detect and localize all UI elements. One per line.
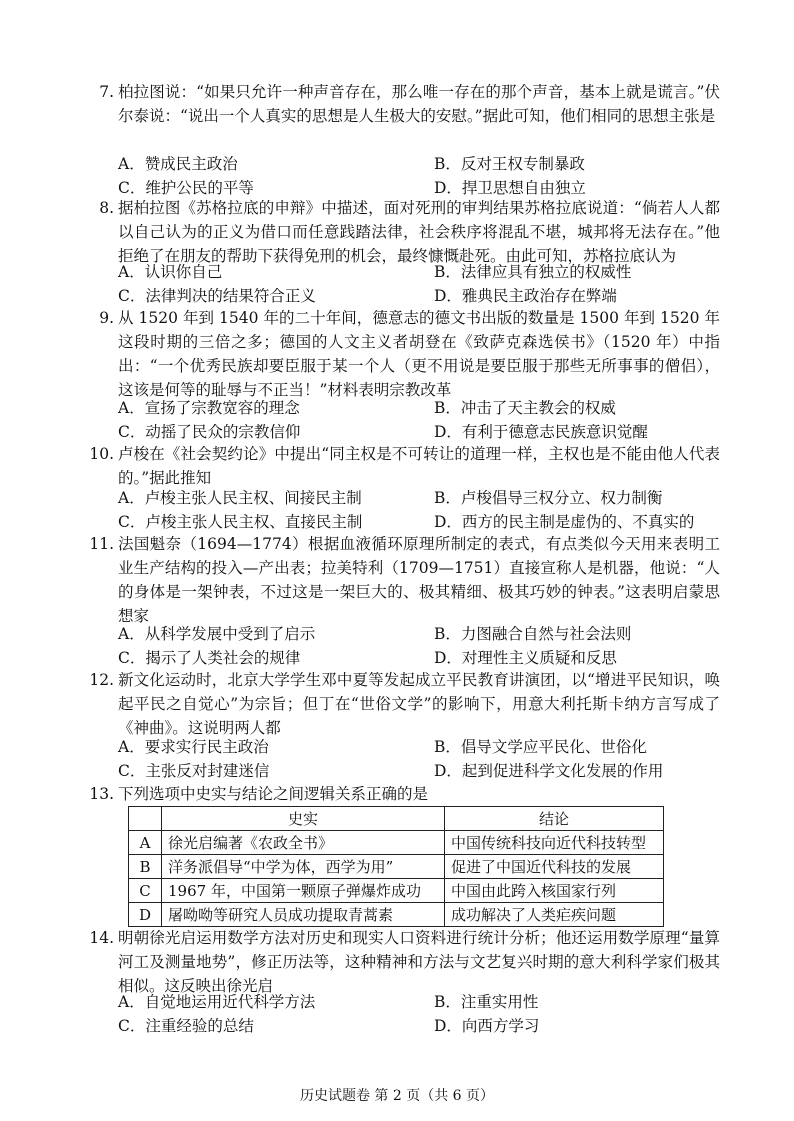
table-row[interactable]	[129, 855, 664, 879]
option-d[interactable]: D．对理性主义质疑和反思	[434, 649, 617, 667]
option-b[interactable]: B．冲击了天主教会的权威	[434, 399, 616, 417]
table-header-cell: 结论	[445, 807, 664, 831]
option-c[interactable]: C．法律判决的结果符合正义	[118, 287, 316, 305]
option-a[interactable]: A．要求实行民主政治	[118, 738, 269, 756]
question-11	[80, 532, 720, 628]
table-row[interactable]	[129, 879, 664, 903]
question-stem: 新文化运动时，北京大学学生邓中夏等发起成立平民教育讲演团，以“增进平民知识，唤起平民之自觉心”为宗旨；但丁在“世俗文学”的影响下，用意大利托斯卡纳方言写成了《神曲》。这说明两人都	[118, 671, 720, 737]
option-a[interactable]: A．宣扬了宗教宽容的理念	[118, 399, 300, 417]
question-number: 10.	[89, 445, 114, 463]
options-12	[118, 735, 718, 783]
question-stem: 柏拉图说：“如果只允许一种声音存在，那么唯一存在的那个声音，基本上就是谎言。”伏尔泰说：“说出一个人真实的思想是人生极大的安慰。”据此可知，他们相同的思想主张是	[118, 83, 720, 125]
option-a[interactable]: A．从科学发展中受到了启示	[118, 625, 316, 643]
options-10	[118, 486, 718, 534]
question-stem: 明朝徐光启运用数学方法对历史和现实人口资料进行统计分析；他还运用数学原理“量算河工及测量地势”，修正历法等，这种精神和方法与文艺复兴时期的意大利科学家们极其相似。这反映出徐光启	[118, 929, 720, 995]
option-c[interactable]: C．注重经验的总结	[118, 1017, 254, 1035]
option-b[interactable]: B．法律应具有独立的权威性	[434, 263, 632, 281]
options-8	[118, 260, 718, 308]
table-row[interactable]	[129, 903, 664, 927]
table-cell-conclusion: 促进了中国近代科技的发展	[445, 855, 664, 879]
question-number: 11.	[89, 535, 114, 553]
table-cell-option: D	[129, 903, 162, 927]
table-header-row	[129, 807, 664, 831]
table-cell-conclusion: 中国传统科技向近代科技转型	[445, 831, 664, 855]
option-c[interactable]: C．卢梭主张人民主权、直接民主制	[118, 513, 363, 531]
table-cell-option: B	[129, 855, 162, 879]
option-b[interactable]: B．注重实用性	[434, 993, 539, 1011]
table-cell-conclusion: 成功解决了人类疟疾问题	[445, 903, 664, 927]
question-number: 14.	[89, 929, 114, 947]
table-cell-option: C	[129, 879, 162, 903]
option-c[interactable]: C．揭示了人类社会的规律	[118, 649, 301, 667]
option-d[interactable]: D．起到促进科学文化发展的作用	[434, 762, 664, 780]
question-stem: 据柏拉图《苏格拉底的申辩》中描述，面对死刑的审判结果苏格拉底说道：“倘若人人都以自己认为的正义为借口而任意践踏法律，社会秩序将混乱不堪，城邦将无法存在。”他拒绝了在朋友的帮助下获得免刑的机会，最终慷慨赴死。由此可知，苏格拉底认为	[118, 199, 720, 265]
question-number: 13.	[89, 785, 114, 803]
question-stem: 从 1520 年到 1540 年的二十年间，德意志的德文书出版的数量是 1500 年到 1520 年这段时期的三倍之多；德国的人文主义者胡登在《致萨克森选侯书》（1520 年）中指出：“一个优秀民族却要臣服于某一个人（更不用说是要臣服于那些无所事事的僧侣），这该是何等的耻辱与不正当！”材料表明宗教改革	[118, 309, 720, 399]
question-number: 12.	[89, 671, 114, 689]
options-9	[118, 396, 718, 444]
table-cell-fact: 洋务派倡导“中学为体，西学为用”	[162, 855, 445, 879]
table-cell-fact: 徐光启编著《农政全书》	[162, 831, 445, 855]
option-a[interactable]: A．认识你自己	[118, 263, 223, 281]
question-stem: 下列选项中史实与结论之间逻辑关系正确的是	[118, 785, 429, 803]
question-number: 8.	[99, 199, 114, 217]
option-b[interactable]: B．倡导文学应平民化、世俗化	[434, 738, 647, 756]
table-cell-option: A	[129, 831, 162, 855]
table-header-cell	[129, 807, 162, 831]
facts-conclusions-table	[128, 806, 664, 927]
option-c[interactable]: C．动摇了民众的宗教信仰	[118, 423, 301, 441]
question-stem: 卢梭在《社会契约论》中提出“同主权是不可转让的道理一样，主权也是不能由他人代表的。”据此推知	[118, 445, 720, 487]
options-14	[118, 990, 718, 1038]
question-8	[80, 196, 720, 268]
question-7	[80, 80, 720, 128]
page-footer: 历史试题卷 第 2 页（共 6 页）	[299, 1088, 495, 1104]
option-d[interactable]: D．西方的民主制是虚伪的、不真实的	[434, 513, 695, 531]
option-a[interactable]: A．自觉地运用近代科学方法	[118, 993, 316, 1011]
table-header-cell: 史实	[162, 807, 445, 831]
option-c[interactable]: C．维护公民的平等	[118, 179, 254, 197]
question-10	[80, 442, 720, 490]
table-cell-fact: 屠呦呦等研究人员成功提取青蒿素	[162, 903, 445, 927]
option-d[interactable]: D．向西方学习	[434, 1017, 540, 1035]
option-a[interactable]: A．赞成民主政治	[118, 155, 238, 173]
option-a[interactable]: A．卢梭主张人民主权、间接民主制	[118, 489, 362, 507]
option-b[interactable]: B．力图融合自然与社会法则	[434, 625, 632, 643]
option-d[interactable]: D．有利于德意志民族意识觉醒	[434, 423, 648, 441]
table-row[interactable]	[129, 831, 664, 855]
table-cell-conclusion: 中国由此跨入核国家行列	[445, 879, 664, 903]
question-14	[80, 926, 720, 998]
question-9	[80, 306, 720, 402]
option-b[interactable]: B．反对王权专制暴政	[434, 155, 585, 173]
option-b[interactable]: B．卢梭倡导三权分立、权力制衡	[434, 489, 663, 507]
table-cell-fact: 1967 年，中国第一颗原子弹爆炸成功	[162, 879, 445, 903]
option-d[interactable]: D．捍卫思想自由独立	[434, 179, 586, 197]
question-number: 7.	[99, 83, 114, 101]
question-12	[80, 668, 720, 740]
question-13	[80, 782, 720, 806]
option-d[interactable]: D．雅典民主政治存在弊端	[434, 287, 617, 305]
options-11	[118, 622, 718, 670]
option-c[interactable]: C．主张反对封建迷信	[118, 762, 270, 780]
question-number: 9.	[99, 309, 114, 327]
question-stem: 法国魁奈（1694—1774）根据血液循环原理所制定的表式，有点类似今天用来表明工业生产结构的投入—产出表；拉美特利（1709—1751）直接宣称人是机器，他说：“人的身体是一架钟表，不过这是一架巨大的、极其精细、极其巧妙的钟表。”这表明启蒙思想家	[118, 535, 720, 625]
options-7	[118, 152, 718, 200]
